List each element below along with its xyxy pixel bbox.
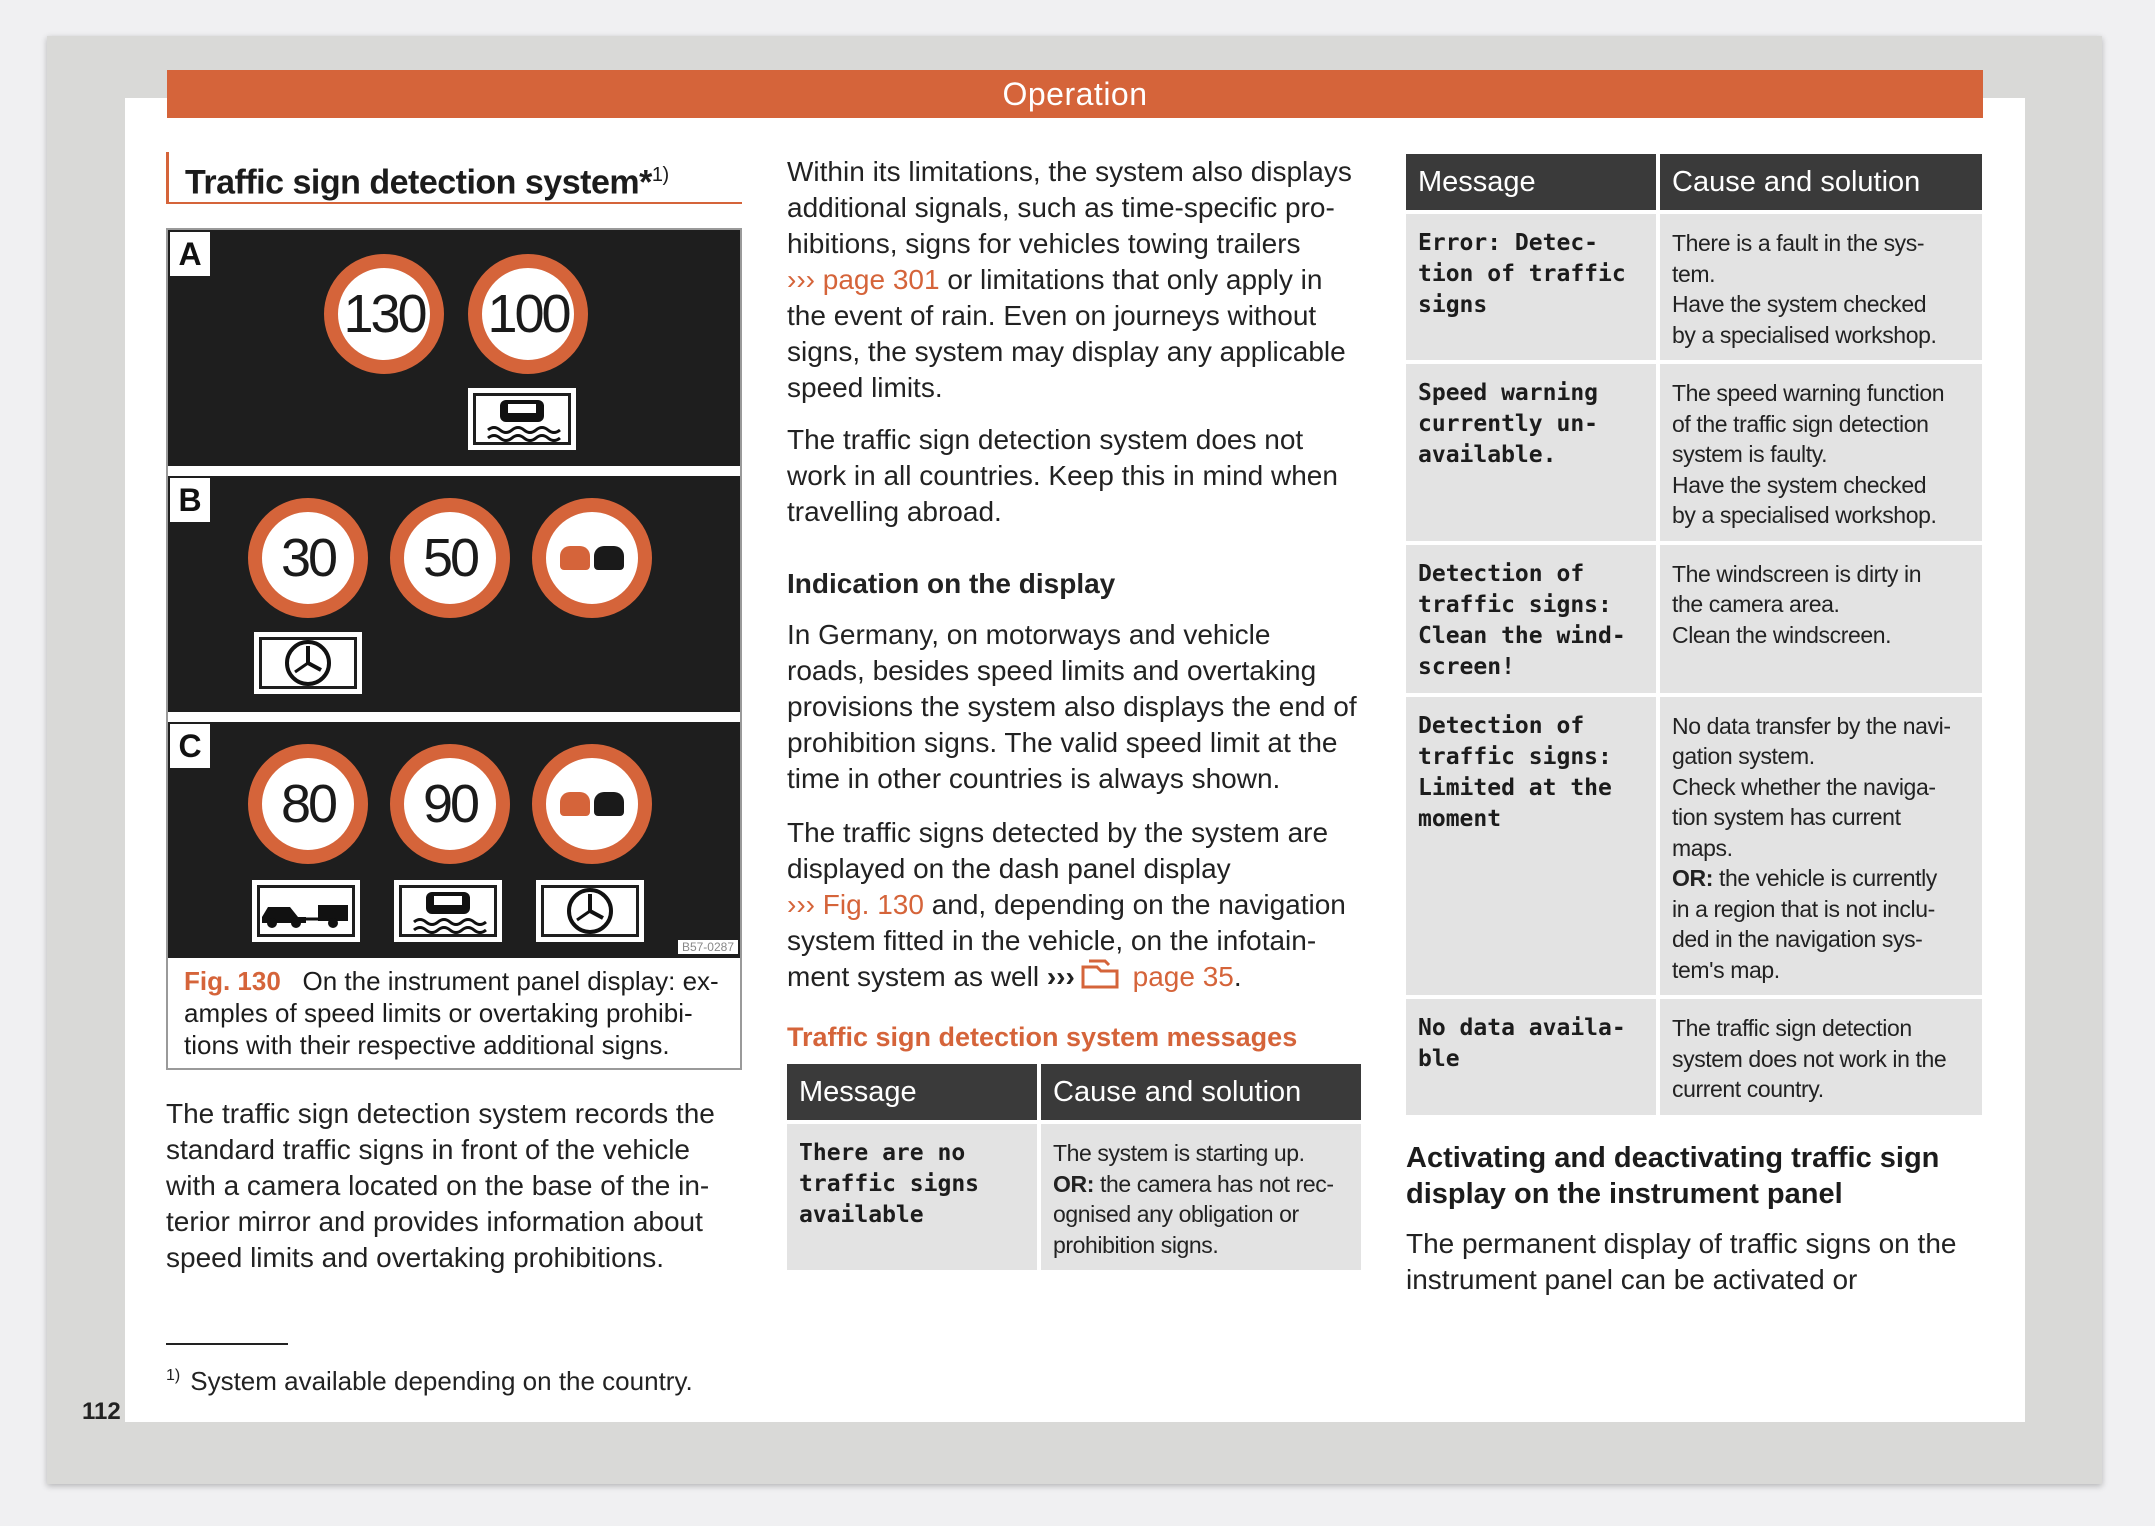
text-line: Clean the windscreen.: [1672, 621, 1892, 648]
text-line: time in other countries is always shown.: [787, 763, 1281, 794]
speed-limit-sign: 80: [248, 744, 368, 864]
text-line: signs: [1418, 292, 1488, 318]
text-line: current country.: [1672, 1076, 1824, 1102]
text-fragment: the camera has not rec-: [1093, 1170, 1334, 1197]
subheading-indication: Indication on the display: [787, 568, 1116, 599]
cause-cell: [1660, 364, 1982, 541]
text-line: The speed warning function: [1672, 380, 1945, 406]
panel-divider: [168, 712, 740, 722]
footnote-ref: 1): [651, 164, 669, 186]
text-line: travelling abroad.: [787, 496, 1002, 527]
time-restriction-icon: [254, 632, 362, 694]
figure-caption: [184, 965, 729, 1061]
figure-panel-c: [168, 722, 740, 958]
text-line: There are no: [799, 1140, 966, 1166]
text-line: traffic signs: [799, 1171, 980, 1197]
wet-road-icon: [468, 388, 576, 450]
text-line: The traffic sign detection system does not: [787, 424, 1304, 455]
footnote-marker: 1): [166, 1367, 181, 1385]
text-line: screen!: [1418, 653, 1515, 680]
panel-label: A: [170, 232, 210, 276]
paragraph-germany: [787, 617, 1367, 797]
column-header-message: Message: [1406, 154, 1656, 210]
text-line: In Germany, on motorways and vehicle: [787, 619, 1271, 650]
section-title: [166, 152, 742, 204]
footnote: [166, 1366, 693, 1397]
time-restriction-icon: [536, 880, 644, 942]
chapter-header: Operation: [167, 70, 1983, 118]
text-line: displayed on the dash panel display: [787, 853, 1231, 884]
panel-label: B: [170, 478, 210, 522]
text-line: the event of rain. Even on journeys without: [787, 300, 1317, 331]
message-cell: [1406, 214, 1656, 360]
text-line: prohibition signs. The valid speed limit at the: [787, 727, 1338, 758]
table-row: [1406, 364, 1982, 541]
text-line: Clean the wind-: [1418, 622, 1626, 649]
no-overtaking-sign: [532, 498, 652, 618]
text-line: [787, 959, 1387, 998]
text-line: Have the system checked: [1672, 471, 1927, 498]
text-line: terior mirror and provides information about: [166, 1206, 703, 1237]
cause-cell: [1660, 545, 1982, 693]
text-line: The traffic signs detected by the system are: [787, 817, 1329, 848]
footnote-rule: [166, 1343, 288, 1345]
no-overtaking-sign: [532, 744, 652, 864]
figure-panel-b: [168, 476, 740, 712]
text-line: Within its limitations, the system also displays: [787, 156, 1352, 187]
speed-limit-sign: 50: [390, 498, 510, 618]
text-line: No data availa-: [1418, 1015, 1626, 1041]
table-header-row: [787, 1064, 1361, 1120]
text-line: traffic signs:: [1418, 591, 1612, 618]
cause-cell: [1041, 1124, 1361, 1270]
towing-trailer-icon: [252, 880, 360, 942]
text-line: Detection of: [1418, 560, 1585, 587]
book-icon: [1079, 959, 1121, 998]
text-line: in a region that is not inclu-: [1672, 895, 1935, 922]
text-line: Limited at the: [1418, 774, 1612, 801]
text-line: No data transfer by the navi-: [1672, 712, 1951, 739]
cause-cell: [1660, 999, 1982, 1115]
text-line: The permanent display of traffic signs on the: [1406, 1228, 1957, 1259]
table-row: [787, 1124, 1361, 1270]
text-fragment: or limitations that only apply in: [939, 264, 1323, 295]
text-line: available.: [1418, 442, 1557, 468]
cause-cell: [1660, 697, 1982, 996]
text-line: with a camera located on the base of the in-: [166, 1170, 710, 1201]
text-line: currently un-: [1418, 411, 1599, 437]
text-line: tion system has current: [1672, 804, 1901, 830]
text-line: speed limits and overtaking prohibitions.: [166, 1242, 665, 1273]
caption-line: On the instrument panel display: ex-: [302, 966, 719, 996]
figure-code: B57-0287: [678, 940, 738, 954]
text-line: [1672, 863, 1970, 894]
message-cell: [1406, 364, 1656, 541]
speed-limit-sign: 100: [468, 254, 588, 374]
text-line: signs, the system may display any applicable: [787, 336, 1346, 367]
text-line: Detection of: [1418, 712, 1585, 739]
paragraph-display: [787, 815, 1387, 998]
text-line: speed limits.: [787, 372, 943, 403]
figure-label: Fig. 130: [184, 966, 281, 996]
text-line: additional signals, such as time-specific pro-: [787, 192, 1335, 223]
fig-130-link[interactable]: ››› Fig. 130: [787, 889, 924, 920]
text-line: There is a fault in the sys-: [1672, 230, 1925, 256]
intro-paragraph: [166, 1096, 746, 1276]
caption-line: tions with their respective additional signs.: [184, 1030, 670, 1060]
bold-fragment: OR:: [1672, 865, 1713, 891]
cause-cell: [1660, 214, 1982, 360]
text-line: instrument panel can be activated or: [1406, 1264, 1858, 1295]
messages-table-right: [1402, 150, 1986, 1119]
text-line: tion of traffic: [1418, 261, 1626, 287]
figure-130: [166, 228, 742, 1070]
text-line: system is faulty.: [1672, 441, 1828, 467]
message-cell: [1406, 999, 1656, 1115]
text-fragment: and, depending on the navigation: [923, 889, 1346, 920]
speed-limit-sign: 30: [248, 498, 368, 618]
text-line: tem.: [1672, 260, 1716, 287]
text-line: [787, 887, 1387, 923]
text-fragment: .: [1233, 961, 1242, 992]
text-line: system does not work in the: [1672, 1045, 1947, 1072]
activating-paragraph: [1406, 1226, 1996, 1298]
text-fragment: ment system as well: [787, 961, 1047, 992]
table-row: [1406, 697, 1982, 996]
text-line: traffic signs:: [1418, 743, 1612, 770]
text-line: Error: Detec-: [1418, 230, 1599, 256]
section-title-text: Traffic sign detection system: [185, 163, 640, 202]
text-line: [1053, 1230, 1349, 1261]
paragraph-limitations: [787, 154, 1367, 406]
text-line: Speed warning: [1418, 380, 1599, 406]
page-number: 112: [82, 1398, 121, 1425]
text-fragment: ognised any obligation or: [1053, 1201, 1299, 1227]
text-line: maps.: [1672, 834, 1733, 861]
message-cell: [1406, 545, 1656, 693]
text-line: [787, 262, 1367, 298]
text-line: The traffic sign detection: [1672, 1015, 1912, 1041]
text-line: Have the system checked: [1672, 291, 1927, 317]
text-line: [1053, 1199, 1349, 1230]
text-line: gation system.: [1672, 743, 1815, 769]
text-fragment: The system is starting up.: [1053, 1140, 1305, 1166]
text-fragment: prohibition signs.: [1053, 1231, 1219, 1258]
text-line: hibitions, signs for vehicles towing trailers: [787, 228, 1301, 259]
text-line: Activating and deactivating traffic sign: [1406, 1142, 1940, 1174]
text-line: tem's map.: [1672, 956, 1780, 983]
page-35-link[interactable]: page 35: [1124, 961, 1234, 992]
text-line: by a specialised workshop.: [1672, 502, 1937, 528]
text-line: by a specialised workshop.: [1672, 321, 1937, 348]
caption-line: amples of speed limits or overtaking prohibi-: [184, 998, 693, 1028]
speed-limit-sign: 90: [390, 744, 510, 864]
paragraph-countries: [787, 422, 1367, 530]
figure-panel-a: [168, 230, 740, 466]
message-cell: [1406, 697, 1656, 996]
bold-fragment: OR:: [1053, 1170, 1094, 1197]
text-line: available: [799, 1202, 924, 1228]
text-line: roads, besides speed limits and overtaking: [787, 655, 1317, 686]
text-line: work in all countries. Keep this in mind when: [787, 460, 1338, 491]
text-line: system fitted in the vehicle, on the infotain-: [787, 925, 1317, 956]
panel-divider: [168, 466, 740, 476]
table-row: [1406, 214, 1982, 360]
text-line: The windscreen is dirty in: [1672, 560, 1922, 587]
table-row: [1406, 545, 1982, 693]
text-line: standard traffic signs in front of the vehicle: [166, 1134, 690, 1165]
text-line: provisions the system also displays the end of: [787, 691, 1357, 722]
column-header-message: Message: [787, 1064, 1037, 1120]
text-line: the camera area.: [1672, 591, 1840, 617]
asterisk: *: [639, 163, 652, 202]
panel-label: C: [170, 724, 210, 768]
activating-heading: [1406, 1140, 1996, 1212]
speed-limit-sign: 130: [324, 254, 444, 374]
table-row: [1406, 999, 1982, 1115]
message-cell: [787, 1124, 1037, 1270]
messages-table-left: [783, 1060, 1365, 1274]
text-fragment: the vehicle is currently: [1712, 865, 1937, 891]
text-line: ded in the navigation sys-: [1672, 926, 1923, 952]
column-header-cause: Cause and solution: [1041, 1064, 1361, 1120]
wet-road-icon: [394, 880, 502, 942]
text-line: of the traffic sign detection: [1672, 410, 1929, 437]
table-header-row: [1406, 154, 1982, 210]
messages-heading: Traffic sign detection system messages: [787, 1022, 1298, 1052]
text-line: moment: [1418, 805, 1502, 832]
link-arrows: ›››: [1046, 961, 1075, 992]
text-line: [1053, 1138, 1349, 1169]
page-301-link[interactable]: ››› page 301: [787, 264, 940, 295]
text-line: Check whether the naviga-: [1672, 773, 1936, 800]
text-line: The traffic sign detection system records the: [166, 1098, 715, 1129]
column-header-cause: Cause and solution: [1660, 154, 1982, 210]
text-line: display on the instrument panel: [1406, 1178, 1843, 1210]
footnote-text: System available depending on the country.: [190, 1366, 693, 1396]
text-line: [1053, 1169, 1349, 1200]
text-line: ble: [1418, 1046, 1460, 1072]
